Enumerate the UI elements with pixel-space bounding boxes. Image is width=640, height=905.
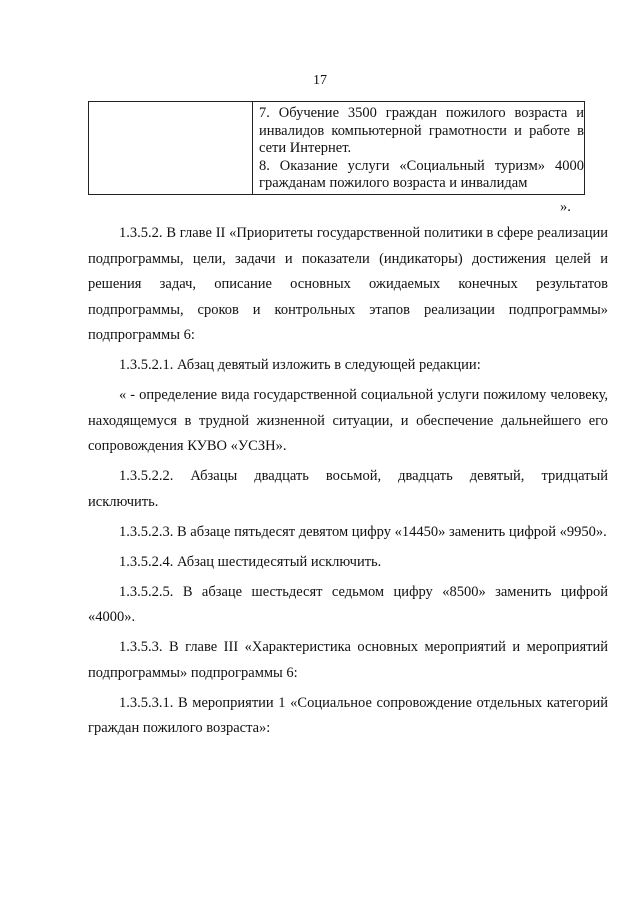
closing-quote: ». xyxy=(560,199,571,215)
table-item-7: 7. Обучение 3500 граждан пожилого возраста и инвалидов компьютерной грамотности и работе в сети Интернет. xyxy=(259,105,584,156)
paragraph-1-3-5-2-5: 1.3.5.2.5. В абзаце шестьдесят седьмом цифру «8500» заменить цифрой «4000». xyxy=(88,583,608,625)
paragraph-quoted-text: « - определение вида государственной социальной услуги пожилому человеку, находящемуся в трудной жизненной ситуации, и обеспечение дальнейшего его сопровождения КУВО «УСЗН». xyxy=(88,387,608,454)
table-item-8: 8. Оказание услуги «Социальный туризм» 4000 гражданам пожилого возраста и инвалидам xyxy=(259,157,584,191)
paragraph-1-3-5-2-4: 1.3.5.2.4. Абзац шестидесятый исключить. xyxy=(119,553,382,570)
document-body xyxy=(88,221,608,746)
page-number: 17 xyxy=(313,73,327,88)
table-text-cell xyxy=(253,102,584,194)
paragraph-1-3-5-2: 1.3.5.2. В главе II «Приоритеты государственной политики в сфере реализации подпрограммы, цели, задачи и показатели (индикаторы) достижения целей и решения задач, описание основных ожидаемых конечных результатов подпрограммы, сроков и контрольных этапов реализации подпрограммы» подпрограммы 6: xyxy=(88,225,608,343)
paragraph-1-3-5-3-1: 1.3.5.3.1. В мероприятии 1 «Социальное сопровождение отдельных категорий граждан пожилого возраста»: xyxy=(88,694,608,736)
paragraph-1-3-5-2-1: 1.3.5.2.1. Абзац девятый изложить в следующей редакции: xyxy=(119,357,481,373)
program-table xyxy=(88,101,585,195)
paragraph-1-3-5-2-2: 1.3.5.2.2. Абзацы двадцать восьмой, двадцать девятый, тридцатый исключить. xyxy=(88,468,608,510)
paragraph-1-3-5-2-3: 1.3.5.2.3. В абзаце пятьдесят девятом цифру «14450» заменить цифрой «9950». xyxy=(119,523,607,540)
paragraph-1-3-5-3: 1.3.5.3. В главе III «Характеристика основных мероприятий и мероприятий подпрограммы» подпрограммы 6: xyxy=(88,639,608,681)
table-empty-cell xyxy=(89,102,253,194)
